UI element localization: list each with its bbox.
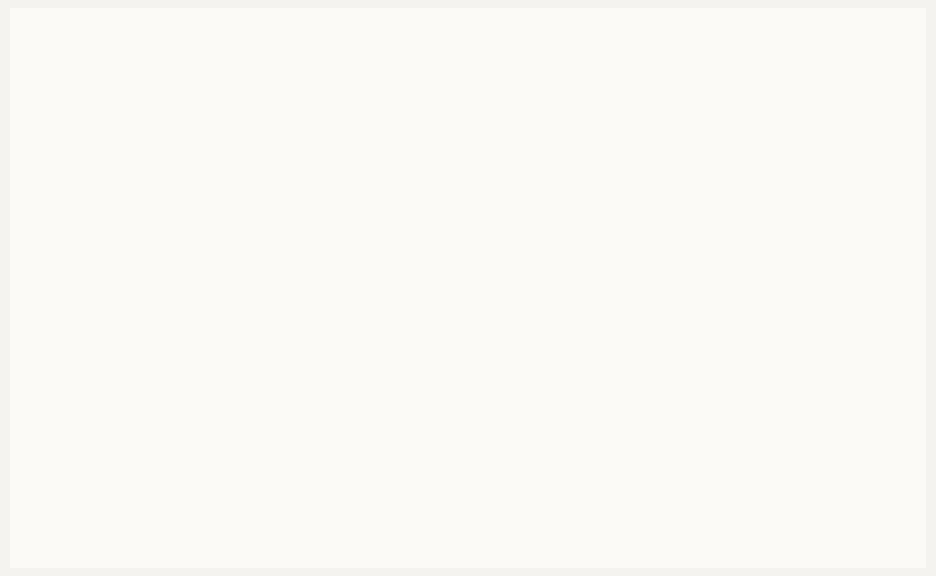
rotated-table-svg [10,8,926,568]
document-sheet [10,8,926,568]
